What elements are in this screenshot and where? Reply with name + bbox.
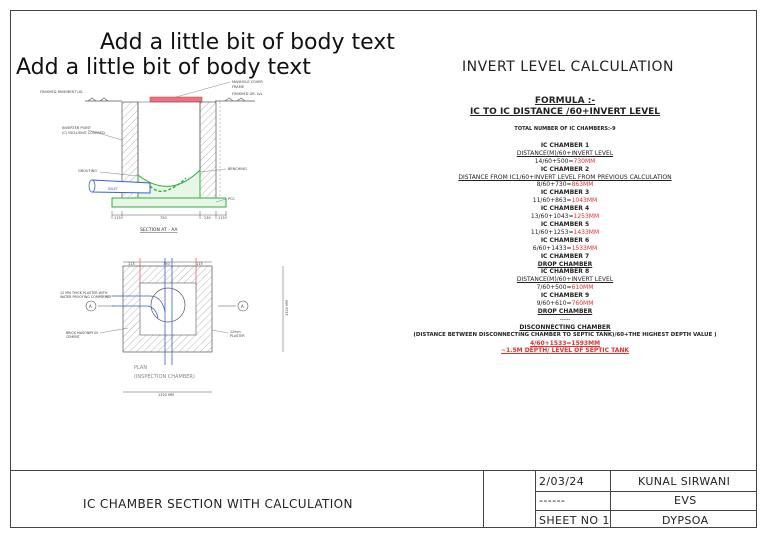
dashes: ----- (559, 315, 571, 323)
organization: DYPSOA (662, 514, 709, 527)
body-text-2: Add a little bit of body text (16, 55, 311, 80)
calc-title: INVERT LEVEL CALCULATION (462, 59, 675, 75)
sheet-number: SHEET NO 1 (539, 514, 610, 527)
drawing-title: IC CHAMBER SECTION WITH CALCULATION (83, 497, 353, 511)
brick-note-2: CEMENT (66, 335, 80, 339)
ic6-row (400, 245, 730, 253)
ic7-label: IC CHAMBER 7 (540, 252, 590, 260)
label-finished-pavement: FINISHED PAVEMENT LVL (40, 90, 84, 94)
marker-a-right: A (241, 304, 244, 309)
disconnecting-note: ~1.5M DEPTH/ LEVEL OF SEPTIC TANK (500, 347, 630, 355)
ic8-row (400, 284, 730, 292)
plan-dim-bottom: 1320 MM (158, 393, 175, 397)
label-grouting: GROUTING (78, 169, 97, 173)
label-level: (C) INCLUSIVE COVERED (62, 131, 105, 135)
ic4-calc: 13/60+1043= (530, 213, 574, 221)
ic8-basis: DISTANCE(M)/60+INVERT LEVEL (516, 276, 614, 284)
ic6-calc: 6/60+1433= (532, 244, 572, 252)
ic6-value: 1533MM (571, 244, 598, 252)
ic1-calc: 14/60+500= (534, 157, 574, 165)
disconnecting-calc: 4/60+1533=1593MM (529, 339, 601, 347)
label-frame: FRAME (232, 85, 244, 89)
drop-chamber-1: DROP CHAMBER (537, 260, 593, 268)
ic5-label: IC CHAMBER 5 (540, 220, 590, 228)
plaster-right-1: 12mm (230, 330, 241, 334)
plaster-right-2: PLASTER (230, 334, 245, 338)
department: EVS (674, 494, 697, 507)
ic3-label: IC CHAMBER 3 (540, 189, 590, 197)
pcc-base (112, 198, 226, 207)
plaster-note-1: 12 MM THICK PLASTER WITH (60, 291, 108, 295)
ic6-label: IC CHAMBER 6 (540, 236, 590, 244)
label-inverter-point: INVERTER POINT (62, 126, 91, 130)
ic2-basis: DISTANCE FROM IC1/60+INVERT LEVEL FROM PREVIOUS CALCULATION (458, 173, 672, 181)
ic8-label: IC CHAMBER 8 (540, 268, 590, 276)
ic1-row (400, 158, 730, 166)
calculation-block (400, 96, 730, 355)
ic3-row (400, 197, 730, 205)
marker-a-left: A (89, 304, 92, 309)
dim-right: 230 (204, 216, 211, 220)
label-inlet: INLET (108, 187, 118, 191)
plan-dim-3: 115 (196, 262, 203, 266)
ic9-calc: 9/60+610= (536, 300, 572, 308)
ic5-value: 1433MM (573, 228, 600, 236)
label-benching: BENCHING (228, 167, 247, 171)
ic8-calc: 7/60+500= (536, 284, 572, 292)
ic1-label: IC CHAMBER 1 (540, 141, 590, 149)
plan-dim-right: 1320 MM (285, 299, 289, 316)
ic3-value: 1043MM (571, 197, 598, 205)
total-chambers: TOTAL NUMBER OF IC CHAMBERS:-9 (514, 126, 616, 132)
label-pcc: PCC (228, 197, 235, 201)
ic2-label: IC CHAMBER 2 (540, 165, 590, 173)
dim-far: 115 (218, 216, 225, 220)
ic2-row (400, 181, 730, 189)
drop-chamber-2: DROP CHAMBER (537, 307, 593, 315)
formula-heading: FORMULA :- (534, 96, 596, 106)
author-name: KUNAL SIRWANI (638, 475, 731, 488)
ic1-basis: DISTANCE(M)/60+INVERT LEVEL (516, 149, 614, 157)
date: 2/03/24 (539, 475, 585, 488)
ic4-value: 1253MM (573, 213, 600, 221)
manhole-cover-shape (150, 97, 202, 102)
ic4-label: IC CHAMBER 4 (540, 205, 590, 213)
dim-left: 115 (114, 216, 121, 220)
plan-title: PLAN (134, 365, 148, 371)
label-finished-gr: FINISHED GR. LVL (232, 92, 263, 96)
plan-view (60, 258, 289, 397)
ic2-calc: 8/60+730= (536, 181, 572, 189)
plaster-note-2: WATER PROOFING COMPOUND (60, 295, 111, 299)
body-text-1: Add a little bit of body text (100, 30, 395, 55)
ic1-value: 730MM (573, 157, 596, 165)
title-block (10, 470, 757, 528)
ic3-calc: 11/60+863= (532, 197, 572, 205)
section-title: SECTION AT - AA (140, 228, 178, 233)
ic8-value: 610MM (571, 284, 594, 292)
plan-dim-1: 115 (128, 262, 135, 266)
ic9-row (400, 300, 730, 308)
formula: IC TO IC DISTANCE /60+INVERT LEVEL (469, 107, 661, 117)
ic9-value: 760MM (571, 300, 594, 308)
ic5-calc: 11/60+1253= (530, 228, 574, 236)
ic5-row (400, 229, 730, 237)
label-manhole-cover: MANHOLE COVER (232, 80, 263, 84)
ic4-row (400, 213, 730, 221)
disconnecting-formula: (DISTANCE BETWEEN DISCONNECTING CHAMBER TO SEPTIC TANK)/60+THE HIGHEST DEPTH VALUE ) (413, 331, 717, 338)
dim-mid: 750 (160, 216, 167, 220)
blank-field: ------ (539, 494, 566, 507)
disconnecting-chamber: DISCONNECTING CHAMBER (519, 323, 611, 331)
plan-subtitle: (INSPECTION CHAMBER) (134, 374, 195, 380)
brick-note-1: BRICK MASONRY IN (66, 331, 98, 335)
ic9-label: IC CHAMBER 9 (540, 292, 590, 300)
ic2-value: 863MM (571, 181, 594, 189)
plan-dim-2: 750 (163, 262, 170, 266)
right-wall (200, 102, 216, 198)
section-view (40, 80, 263, 233)
